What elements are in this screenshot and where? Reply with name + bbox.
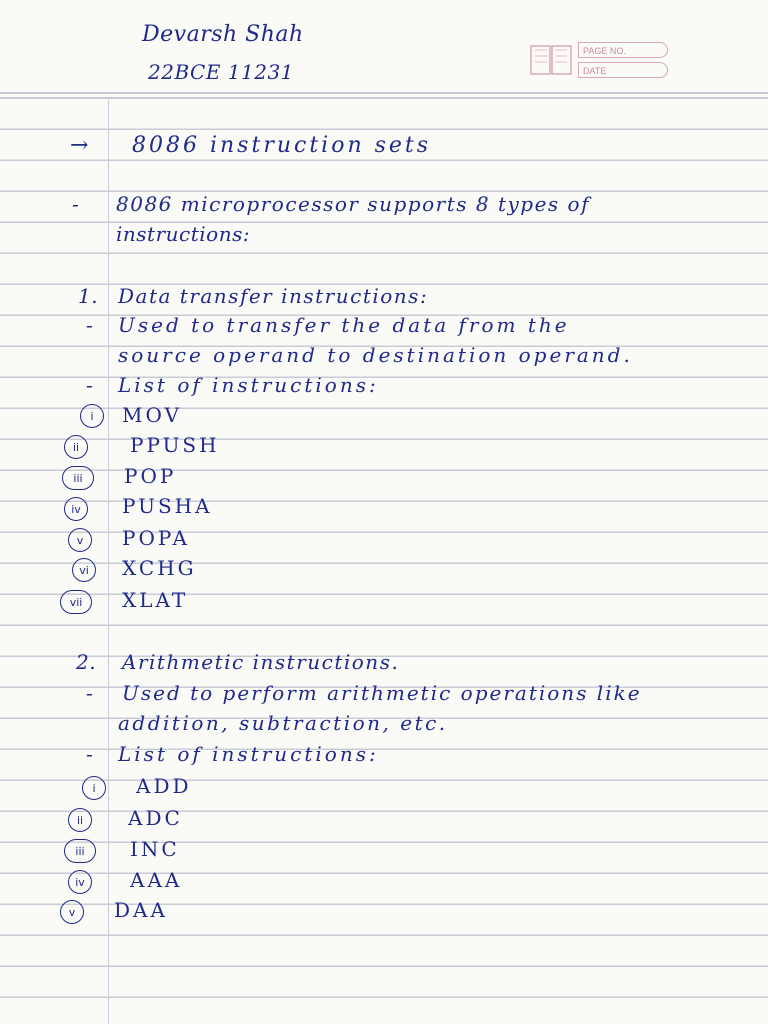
list-number-circle: ii xyxy=(68,808,92,832)
list-item: POP xyxy=(124,464,177,488)
section1-list-dash: - xyxy=(86,373,94,397)
list-number-circle: vii xyxy=(60,590,92,614)
list-number-circle: iii xyxy=(64,839,96,863)
section1-desc-line-1: Used to transfer the data from the xyxy=(118,313,570,337)
section2-heading: Arithmetic instructions. xyxy=(122,650,400,674)
list-item: ADD xyxy=(136,774,192,798)
list-item: PUSHA xyxy=(122,494,213,518)
list-number-circle: vi xyxy=(72,558,96,582)
list-item: XCHG xyxy=(122,556,197,580)
list-number-circle: i xyxy=(80,404,104,428)
list-item: PPUSH xyxy=(130,433,220,457)
list-item: AAA xyxy=(130,868,183,892)
section2-list-label: List of instructions: xyxy=(118,742,379,766)
intro-line-2: instructions: xyxy=(116,222,251,246)
roll-number: 22BCE 11231 xyxy=(148,60,294,84)
book-icon xyxy=(528,40,574,78)
section2-desc-line-2: addition, subtraction, etc. xyxy=(118,711,448,735)
student-name: Devarsh Shah xyxy=(142,22,304,47)
list-number-circle: iv xyxy=(64,497,88,521)
list-item: POPA xyxy=(122,526,190,550)
list-number-circle: v xyxy=(60,900,84,924)
list-item: XLAT xyxy=(122,588,189,612)
header-rule-bottom xyxy=(0,97,768,99)
section2-desc-dash: - xyxy=(86,681,94,705)
list-number-circle: v xyxy=(68,528,92,552)
list-number-circle: iii xyxy=(62,466,94,490)
page-no-field: PAGE NO. xyxy=(578,42,668,58)
page-number-box xyxy=(528,40,668,80)
date-field: DATE xyxy=(578,62,668,78)
margin-line xyxy=(108,100,109,1024)
header-rule-top xyxy=(0,92,768,94)
list-number-circle: iv xyxy=(68,870,92,894)
intro-line-1: 8086 microprocessor supports 8 types of xyxy=(116,192,590,216)
list-item: DAA xyxy=(114,898,168,922)
list-item: ADC xyxy=(128,806,183,830)
section1-desc-line-2: source operand to destination operand. xyxy=(118,343,633,367)
list-item: MOV xyxy=(122,403,182,427)
section1-desc-dash: - xyxy=(86,313,94,337)
section2-desc-line-1: Used to perform arithmetic operations like xyxy=(122,681,642,705)
list-number-circle: i xyxy=(82,776,106,800)
list-item: INC xyxy=(130,837,180,861)
section1-heading: Data transfer instructions: xyxy=(118,284,429,308)
section1-number: 1. xyxy=(78,284,99,308)
arrow-marker: → xyxy=(70,133,89,158)
list-number-circle: ii xyxy=(64,435,88,459)
section2-number: 2. xyxy=(76,650,97,674)
section1-list-label: List of instructions: xyxy=(118,373,379,397)
intro-dash: - xyxy=(72,192,80,216)
page-title: 8086 instruction sets xyxy=(132,133,432,158)
section2-list-dash: - xyxy=(86,742,94,766)
